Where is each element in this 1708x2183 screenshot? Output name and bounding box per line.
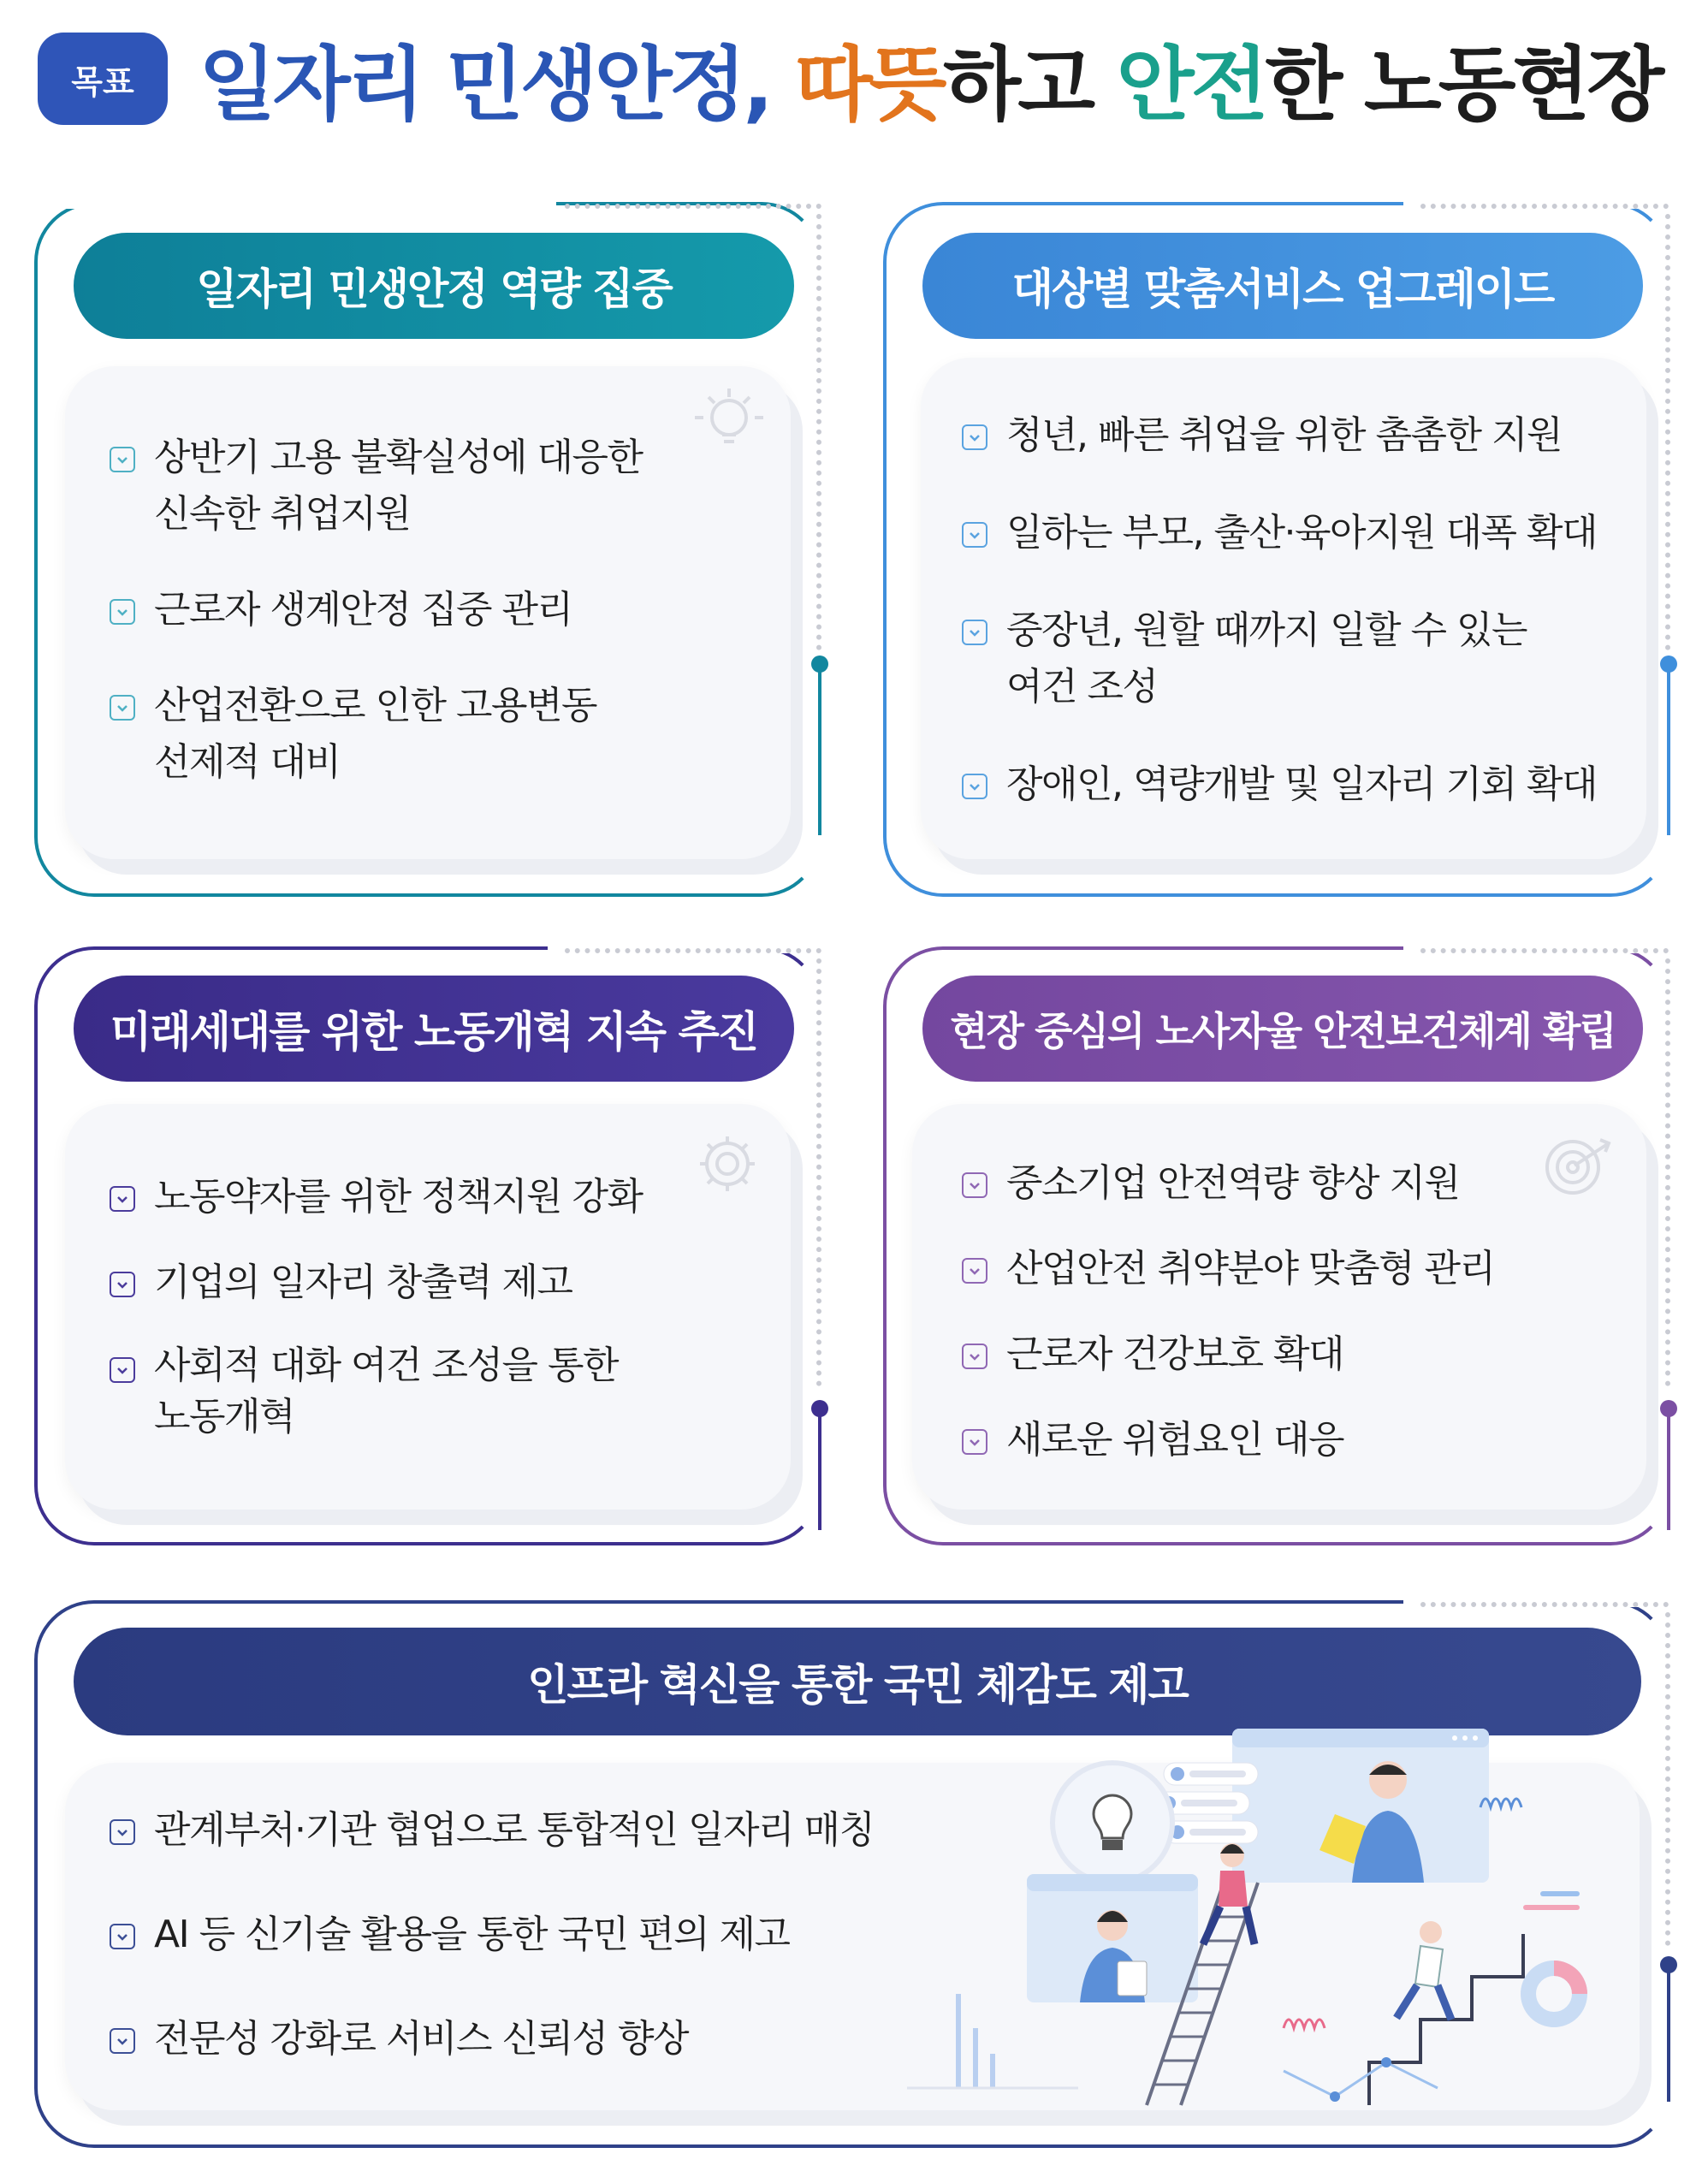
check-icon: [110, 1186, 135, 1212]
frame-right-edge: [1667, 664, 1670, 835]
item-list: [962, 407, 1646, 813]
check-icon: [962, 1344, 987, 1369]
item-line: 사회적 대화 여건 조성을 통한: [154, 1344, 618, 1387]
check-icon: [962, 424, 987, 450]
item-line: 신속한 취업지원: [154, 492, 411, 536]
list-item: [110, 678, 760, 791]
frame-right-edge: [1667, 1965, 1670, 2102]
check-icon: [110, 1924, 135, 1949]
list-item: [110, 430, 760, 543]
list-item: [962, 1241, 1646, 1297]
check-icon: [110, 599, 135, 625]
check-icon: [962, 620, 987, 645]
item-line: 선제적 대비: [154, 740, 341, 784]
title-part-2: 따뜻: [794, 38, 944, 132]
section-title: 대상별 맞춤서비스 업그레이드: [922, 233, 1643, 339]
check-icon: [110, 447, 135, 472]
item-line: 청년, 빠른 취업을 위한 촘촘한 지원: [1006, 413, 1562, 457]
section-title: 현장 중심의 노사자율 안전보건체계 확립: [922, 976, 1643, 1082]
item-line: 전문성 강화로 서비스 신뢰성 향상: [154, 2017, 688, 2061]
item-list: [110, 1802, 965, 2067]
item-line: 중소기업 안전역량 향상 지원: [1006, 1161, 1460, 1205]
dotted-line: [565, 948, 821, 953]
item-line: 장애인, 역량개발 및 일자리 기회 확대: [1006, 762, 1597, 806]
list-item: [962, 1326, 1646, 1383]
frame-gap: [26, 197, 556, 209]
dotted-line: [816, 958, 821, 1386]
check-icon: [110, 1819, 135, 1845]
dotted-line: [1420, 948, 1669, 953]
dotted-line: [1665, 214, 1670, 650]
check-icon: [110, 1272, 135, 1297]
check-icon: [962, 1258, 987, 1284]
item-line: 기업의 일자리 창출력 제고: [154, 1261, 572, 1304]
check-icon: [962, 774, 987, 799]
frame-knob: [811, 655, 828, 673]
check-icon: [110, 2028, 135, 2054]
title-part-1: 일자리 민생안정,: [199, 38, 771, 132]
title-part-4: 안전: [1116, 38, 1266, 132]
item-list: [962, 1155, 1646, 1468]
list-item: [110, 1255, 760, 1311]
item-line: 일하는 부모, 출산·육아지원 대폭 확대: [1006, 511, 1597, 555]
item-line: 근로자 건강보호 확대: [1006, 1332, 1344, 1376]
list-item: [110, 582, 760, 638]
list-item: [110, 1169, 760, 1225]
check-icon: [962, 1172, 987, 1198]
title-part-3: 하고: [943, 38, 1093, 132]
frame-knob: [1660, 655, 1677, 673]
item-line: 노동개혁: [154, 1395, 295, 1439]
check-icon: [962, 522, 987, 548]
dotted-line: [1665, 1612, 1670, 1946]
list-item: [962, 602, 1646, 715]
collaboration-illustration: [890, 1711, 1626, 2114]
section-title: 일자리 민생안정 역량 집중: [74, 233, 794, 339]
dotted-line: [565, 204, 821, 209]
frame-right-edge: [818, 1410, 821, 1530]
item-line: AI 등 신기술 활용을 통한 국민 편의 제고: [154, 1913, 790, 1956]
title-part-5: 한 노동현장: [1265, 38, 1662, 132]
frame-knob: [1660, 1400, 1677, 1417]
item-list: [110, 1169, 760, 1443]
list-item: [110, 1802, 965, 1859]
item-line: 여건 조성: [1006, 665, 1158, 709]
section-title: 인프라 혁신을 통한 국민 체감도 제고: [74, 1628, 1641, 1735]
list-item: [962, 1412, 1646, 1468]
frame-right-edge: [818, 664, 821, 835]
check-icon: [110, 695, 135, 721]
list-item: [962, 1155, 1646, 1212]
item-line: 산업전환으로 인한 고용변동: [154, 684, 597, 727]
check-icon: [962, 1429, 987, 1455]
item-line: 노동약자를 위한 정책지원 강화: [154, 1175, 643, 1219]
list-item: [962, 505, 1646, 561]
item-line: 새로운 위험요인 대응: [1006, 1418, 1344, 1462]
item-list: [110, 430, 760, 791]
check-icon: [110, 1357, 135, 1383]
item-line: 상반기 고용 불확실성에 대응한: [154, 436, 643, 479]
goal-badge: 목표: [38, 33, 168, 125]
item-line: 중장년, 원할 때까지 일할 수 있는: [1006, 608, 1527, 652]
dotted-line: [1665, 958, 1670, 1386]
page-title: [199, 17, 1687, 137]
list-item: [110, 2011, 965, 2067]
list-item: [962, 756, 1646, 813]
frame-knob: [1660, 1956, 1677, 1973]
item-line: 근로자 생계안정 집중 관리: [154, 588, 572, 632]
dotted-line: [1420, 1602, 1669, 1607]
list-item: [962, 407, 1646, 464]
item-line: 관계부처·기관 협업으로 통합적인 일자리 매칭: [154, 1808, 875, 1852]
dotted-line: [816, 214, 821, 650]
section-title: 미래세대를 위한 노동개혁 지속 추진: [74, 976, 794, 1082]
frame-knob: [811, 1400, 828, 1417]
item-line: 산업안전 취약분야 맞춤형 관리: [1006, 1247, 1495, 1290]
dotted-line: [1420, 204, 1669, 209]
list-item: [110, 1907, 965, 1963]
frame-right-edge: [1667, 1410, 1670, 1530]
list-item: [110, 1340, 760, 1443]
